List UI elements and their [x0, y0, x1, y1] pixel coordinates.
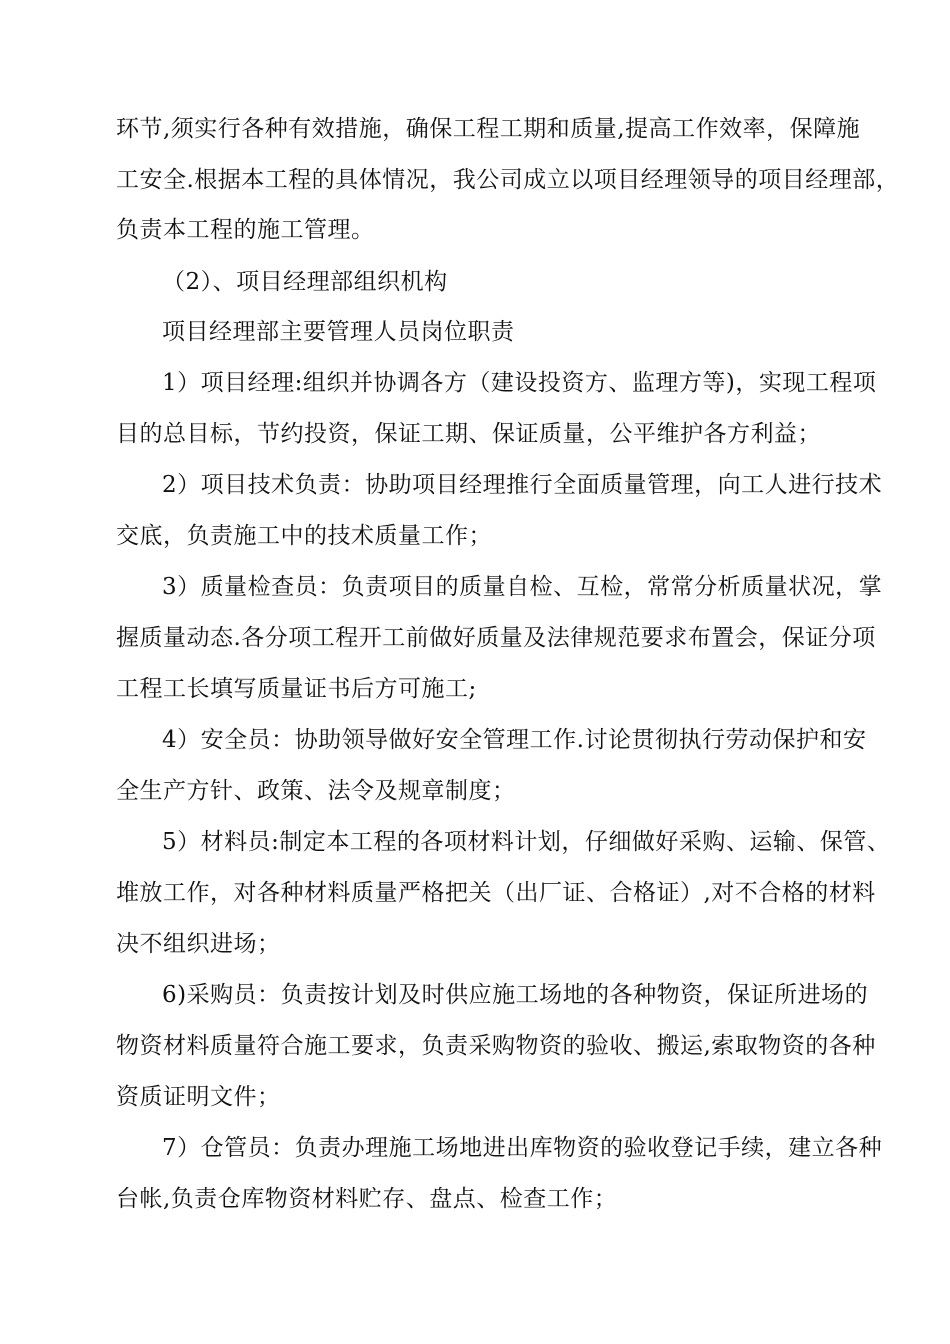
section-heading: （2）、项目经理部组织机构	[162, 269, 448, 295]
text-line: 目的总目标，节约投资，保证工期、保证质量，公平维护各方利益；	[116, 421, 821, 447]
text-line: 7）仓管员：负责办理施工场地进出库物资的验收登记手续，建立各种	[162, 1135, 883, 1161]
text-line: 握质量动态.各分项工程开工前做好质量及法律规范要求布置会，保证分项	[116, 625, 876, 651]
text-line: 交底，负责施工中的技术质量工作；	[116, 523, 492, 549]
text-line: 4）安全员：协助领导做好安全管理工作.讨论贯彻执行劳动保护和安	[162, 727, 867, 753]
text-line: 台帐,负责仓库物资材料贮存、盘点、检查工作；	[116, 1186, 618, 1212]
text-line: 环节,须实行各种有效措施，确保工程工期和质量,提高工作效率，保障施	[116, 116, 861, 142]
text-line: 2）项目技术负责：协助项目经理推行全面质量管理，向工人进行技术	[162, 472, 883, 498]
subsection-heading: 项目经理部主要管理人员岗位职责	[162, 319, 515, 345]
text-line: 1）项目经理:组织并协调各方（建设投资方、监理方等)，实现工程项	[162, 370, 877, 396]
text-line: 决不组织进场；	[116, 931, 281, 957]
text-line: 全生产方针、政策、法令及规章制度；	[116, 778, 516, 804]
text-line: 工程工长填写质量证书后方可施工;	[116, 676, 477, 702]
text-line: 堆放工作，对各种材料质量严格把关（出厂证、合格证）,对不合格的材料	[116, 880, 876, 906]
text-line: 工安全.根据本工程的具体情况，我公司成立以项目经理领导的项目经理部，	[116, 167, 900, 193]
text-line: 物资材料质量符合施工要求，负责采购物资的验收、搬运,索取物资的各种	[116, 1033, 876, 1059]
text-line: 负责本工程的施工管理。	[116, 217, 375, 243]
text-line: 5）材料员:制定本工程的各项材料计划，仔细做好采购、运输、保管、	[162, 829, 891, 855]
text-line: 资质证明文件；	[116, 1084, 281, 1110]
text-line: 6)采购员：负责按计划及时供应施工场地的各种物资，保证所进场的	[162, 982, 869, 1008]
text-line: 3）质量检查员：负责项目的质量自检、互检，常常分析质量状况，掌	[162, 574, 883, 600]
